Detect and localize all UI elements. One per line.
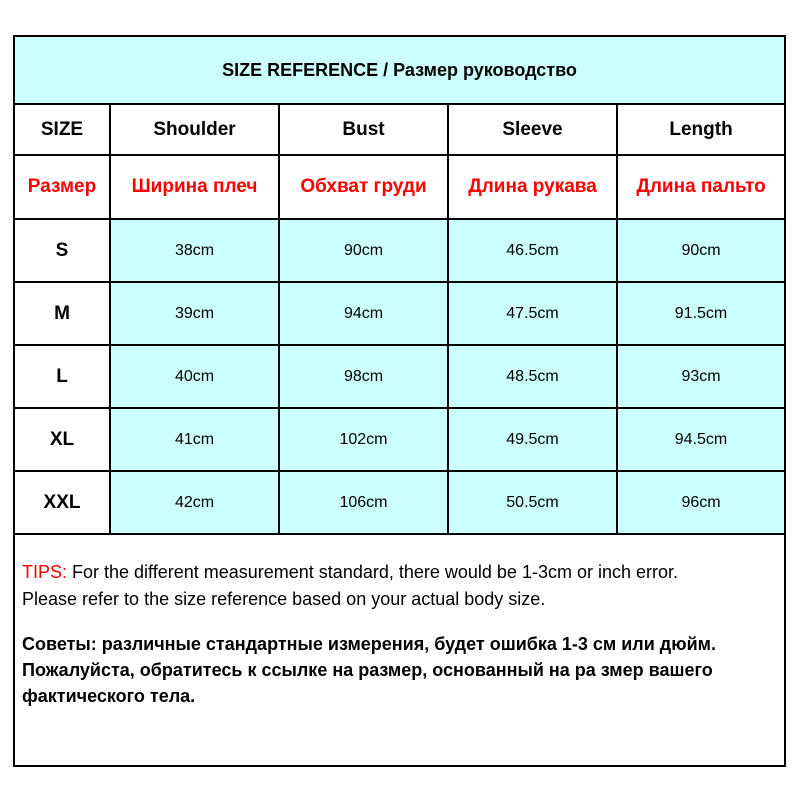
header-sleeve: Sleeve <box>448 104 617 155</box>
length-value: 91.5cm <box>617 282 784 345</box>
title-row <box>15 37 784 104</box>
table-row <box>15 471 784 534</box>
length-value: 93cm <box>617 345 784 408</box>
header-length-ru: Длина пальто <box>617 155 784 219</box>
sleeve-value: 47.5cm <box>448 282 617 345</box>
size-table <box>15 37 784 535</box>
table-row <box>15 408 784 471</box>
length-value: 90cm <box>617 219 784 282</box>
length-value: 94.5cm <box>617 408 784 471</box>
size-label: XL <box>15 408 110 471</box>
header-size: SIZE <box>15 104 110 155</box>
table-row <box>15 345 784 408</box>
shoulder-value: 40cm <box>110 345 279 408</box>
bust-value: 94cm <box>279 282 448 345</box>
shoulder-value: 41cm <box>110 408 279 471</box>
sleeve-value: 50.5cm <box>448 471 617 534</box>
length-value: 96cm <box>617 471 784 534</box>
bust-value: 98cm <box>279 345 448 408</box>
table-row <box>15 219 784 282</box>
size-chart <box>13 35 786 767</box>
tips-line-1: For the different measurement standard, there would be 1-3cm or inch error. <box>67 562 678 582</box>
header-length: Length <box>617 104 784 155</box>
tips-english <box>22 559 782 613</box>
header-shoulder: Shoulder <box>110 104 279 155</box>
tips-russian: Советы: различные стандартные измерения, будет ошибка 1-3 см или дюйм. Пожалуйста, обратитесь к ссылке на размер, основанный на ра змер вашего фактического тела. <box>22 634 716 706</box>
size-label: S <box>15 219 110 282</box>
size-label: XXL <box>15 471 110 534</box>
header-shoulder-ru: Ширина плеч <box>110 155 279 219</box>
size-label: M <box>15 282 110 345</box>
tips-label: TIPS: <box>22 562 68 582</box>
bust-value: 106cm <box>279 471 448 534</box>
shoulder-value: 42cm <box>110 471 279 534</box>
sleeve-value: 46.5cm <box>448 219 617 282</box>
tips-section <box>22 559 782 709</box>
table-title: SIZE REFERENCE / Размер руководство <box>15 37 784 104</box>
header-sleeve-ru: Длина рукава <box>448 155 617 219</box>
header-bust-ru: Обхват груди <box>279 155 448 219</box>
shoulder-value: 39cm <box>110 282 279 345</box>
size-label: L <box>15 345 110 408</box>
bust-value: 102cm <box>279 408 448 471</box>
bust-value: 90cm <box>279 219 448 282</box>
header-row-ru <box>15 155 784 219</box>
sleeve-value: 48.5cm <box>448 345 617 408</box>
sleeve-value: 49.5cm <box>448 408 617 471</box>
tips-line-2: Please refer to the size reference based on your actual body size. <box>22 589 546 609</box>
table-row <box>15 282 784 345</box>
shoulder-value: 38cm <box>110 219 279 282</box>
header-size-ru: Размер <box>15 155 110 219</box>
header-bust: Bust <box>279 104 448 155</box>
header-row-en <box>15 104 784 155</box>
